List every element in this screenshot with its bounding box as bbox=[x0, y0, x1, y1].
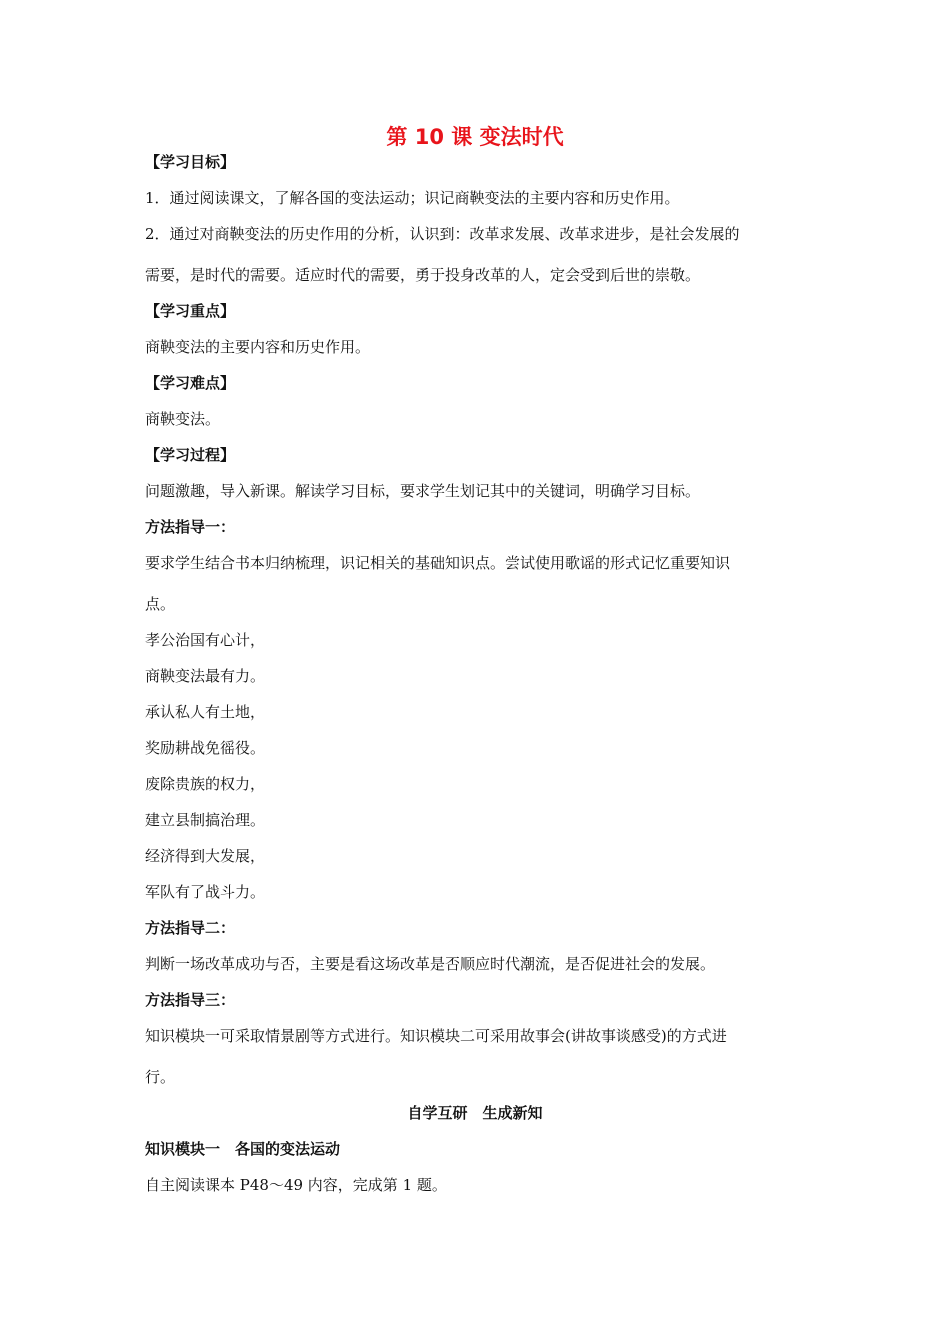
process-heading: 【学习过程】 bbox=[145, 446, 236, 464]
section-heading: 自学互研 生成新知 bbox=[407, 1104, 543, 1122]
method-3-line-1: 知识模块一可采取情景剧等方式进行。知识模块二可采用故事会(讲故事谈感受)的方式进 bbox=[145, 1027, 727, 1045]
method-1-heading: 方法指导一： bbox=[145, 518, 236, 536]
objectives-heading: 【学习目标】 bbox=[145, 153, 236, 171]
method-1-line-1: 要求学生结合书本归纳梳理，识记相关的基础知识点。尝试使用歌谣的形式记忆重要知识 bbox=[145, 554, 731, 572]
rhyme-line: 经济得到大发展， bbox=[145, 847, 266, 865]
rhyme-line: 奖励耕战免徭役。 bbox=[145, 739, 266, 757]
rhyme-line: 商鞅变法最有力。 bbox=[145, 667, 266, 685]
key-points-text: 商鞅变法的主要内容和历史作用。 bbox=[145, 338, 371, 356]
method-2-text: 判断一场改革成功与否，主要是看这场改革是否顺应时代潮流，是否促进社会的发展。 bbox=[145, 955, 716, 973]
lesson-title: 第 10 课 变法时代 bbox=[386, 125, 564, 149]
method-3-heading: 方法指导三： bbox=[145, 991, 236, 1009]
objective-2-line-2: 需要，是时代的需要。适应时代的需要，勇于投身改革的人，定会受到后世的崇敬。 bbox=[145, 266, 701, 284]
difficulties-text: 商鞅变法。 bbox=[145, 410, 221, 428]
difficulties-heading: 【学习难点】 bbox=[145, 374, 236, 392]
key-points-heading: 【学习重点】 bbox=[145, 302, 236, 320]
module-1-text: 自主阅读课本 P48～49 内容，完成第 1 题。 bbox=[145, 1176, 447, 1194]
objective-1: 1．通过阅读课文，了解各国的变法运动；识记商鞅变法的主要内容和历史作用。 bbox=[145, 189, 680, 207]
objective-2-line-1: 2．通过对商鞅变法的历史作用的分析，认识到：改革求发展、改革求进步，是社会发展的 bbox=[145, 225, 740, 243]
method-1-line-2: 点。 bbox=[145, 595, 176, 613]
rhyme-line: 废除贵族的权力， bbox=[145, 775, 266, 793]
method-3-line-2: 行。 bbox=[145, 1068, 176, 1086]
rhyme-line: 孝公治国有心计， bbox=[145, 631, 266, 649]
module-1-heading: 知识模块一 各国的变法运动 bbox=[145, 1140, 341, 1158]
rhyme-line: 建立县制搞治理。 bbox=[145, 811, 266, 829]
method-2-heading: 方法指导二： bbox=[145, 919, 236, 937]
rhyme-line: 承认私人有土地， bbox=[145, 703, 266, 721]
rhyme-line: 军队有了战斗力。 bbox=[145, 883, 266, 901]
process-text: 问题激趣，导入新课。解读学习目标，要求学生划记其中的关键词，明确学习目标。 bbox=[145, 482, 701, 500]
